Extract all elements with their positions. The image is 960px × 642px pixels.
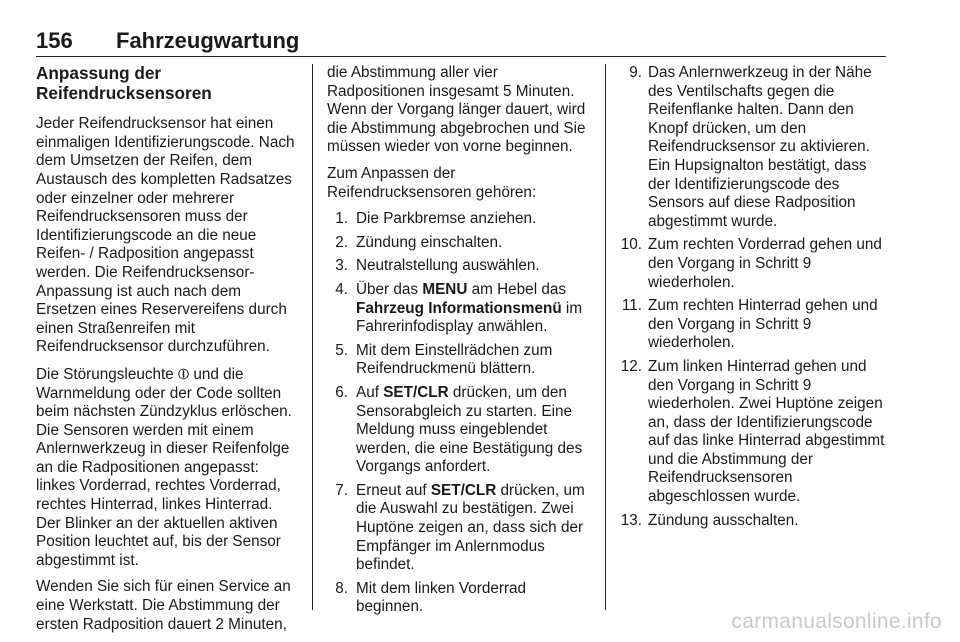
- step-number: 4.: [335, 280, 348, 298]
- list-item: [616, 64, 886, 231]
- step-number: 12.: [620, 357, 642, 375]
- paragraph-steps-intro: Zum Anpassen der Reifendrucksensoren gehören:: [327, 164, 537, 201]
- step-text: Erneut auf: [356, 481, 431, 499]
- paragraph-warning-end: und die Warnmeldung oder der Code sollten beim nächsten Zündzyklus erlöschen. Die Sensoren werden mit einem Anlernwerkzeug in dieser Reifenfolge an die Radpositionen angepasst: linkes Vorderrad, rechtes Vorderrad, rechtes Hinterrad, linkes Hinterrad. Der Blinker an der aktuellen aktiven Position leuchtet auf, bis der Sensor abgestimmt ist.: [36, 365, 292, 569]
- step-text: im Fahrerinfodisplay anwählen.: [356, 299, 583, 336]
- list-item: [330, 384, 591, 477]
- step-text: Die Parkbremse anziehen.: [356, 210, 537, 228]
- step-text: Zündung einschalten.: [356, 233, 503, 251]
- list-item: [330, 342, 591, 379]
- step-text: drücken, um die Auswahl zu bestätigen. Zwei Huptöne zeigen an, dass sich der Empfänger im Anlernmodus befindet.: [356, 481, 585, 574]
- column-1: [36, 64, 300, 642]
- steps-list-2: [616, 64, 886, 530]
- step-number: 13.: [620, 511, 642, 529]
- step-number: 6.: [335, 383, 348, 401]
- column-3: [616, 64, 886, 535]
- paragraph-warning-start: Die Störungsleuchte: [36, 365, 179, 383]
- step-number: 7.: [335, 481, 348, 499]
- column-divider-2: [605, 64, 606, 610]
- list-item: [616, 358, 886, 507]
- steps-list-1: [327, 210, 591, 617]
- step-text: Das Anlernwerkzeug in der Nähe des Ventilschafts gegen die Reifenflanke halten. Dann den Knopf drücken, um den Reifendrucksensor zu aktivieren. Ein Hupsignalton bestätigt, dass der Identifizierungscode des Sensors auf diese Radposition abgestimmt wurde.: [648, 64, 872, 230]
- paragraph-warning: [36, 365, 300, 571]
- list-item: [330, 257, 591, 276]
- paragraph-continued: die Abstimmung aller vier Radpositionen insgesamt 5 Minuten. Wenn der Vorgang länger dauert, wird die Abstimmung abgebrochen und Sie müssen wieder von vorne beginnen.: [327, 64, 586, 156]
- list-item: [330, 580, 591, 617]
- page-number: 156: [36, 28, 73, 53]
- list-item: [330, 210, 591, 229]
- vehicle-info-menu-label: Fahrzeug Informationsmenü: [356, 299, 562, 317]
- page-header: [36, 26, 886, 57]
- watermark-link[interactable]: carmanualsonline.info: [731, 610, 942, 633]
- list-item: [330, 234, 591, 253]
- step-number: 3.: [335, 257, 348, 275]
- step-number: 11.: [621, 297, 642, 315]
- step-text: drücken, um den Sensorabgleich zu starten. Eine Meldung muss eingeblendet werden, die eine Bestätigung des Vorgangs anfordert.: [356, 383, 583, 476]
- tire-pressure-warning-icon: ⦶: [178, 364, 190, 383]
- step-text: Mit dem Einstellrädchen zum Reifendruckmenü blättern.: [356, 341, 553, 378]
- menu-button-label: MENU: [422, 280, 468, 298]
- list-item: [616, 236, 886, 292]
- column-divider-1: [312, 64, 313, 610]
- paragraph-intro: Jeder Reifendrucksensor hat einen einmaligen Identifizierungscode. Nach dem Umsetzen der Reifen, dem Austausch des kompletten Radsatzes oder einzelner oder mehrerer Reifendrucksensoren muss der Identifizierungscode an die neue Reifen- / Radposition angepasst werden. Die Reifendrucksensor-Anpassung ist auch nach dem Ersetzen eines Reservereifens durch einen Straßenreifen mit Reifendrucksensor durchzuführen.: [36, 115, 295, 356]
- set-clr-button-label: SET/CLR: [383, 383, 449, 401]
- step-number: 10.: [620, 236, 642, 254]
- step-text: Auf: [356, 383, 384, 401]
- step-number: 1.: [335, 210, 348, 228]
- list-item: [616, 297, 886, 353]
- step-text: am Hebel das: [467, 280, 567, 298]
- set-clr-button-label: SET/CLR: [430, 481, 497, 499]
- step-text: Zum rechten Vorderrad gehen und den Vorgang in Schritt 9 wiederholen.: [648, 236, 882, 291]
- step-number: 2.: [335, 233, 348, 251]
- list-item: [616, 512, 886, 531]
- step-text: Zum linken Hinterrad gehen und den Vorgang in Schritt 9 wiederholen. Zwei Huptöne zeigen an, dass der Identifizierungscode auf das linke Hinterrad abgestimmt und die Abstimmung der Reifendrucksensoren abgeschlossen wurde.: [648, 357, 885, 506]
- subsection-heading: Anpassung der Reifendrucksensoren: [36, 63, 212, 103]
- list-item: [330, 281, 591, 337]
- step-text: Mit dem linken Vorderrad beginnen.: [356, 579, 527, 616]
- list-item: [330, 482, 591, 575]
- section-title: Fahrzeugwartung: [116, 28, 300, 53]
- step-number: 9.: [629, 64, 642, 81]
- step-text: Neutralstellung auswählen.: [356, 257, 540, 275]
- step-number: 5.: [335, 341, 348, 359]
- column-2: [327, 64, 591, 622]
- step-text: Über das: [356, 280, 423, 298]
- paragraph-service: Wenden Sie sich für einen Service an eine Werkstatt. Die Abstimmung der ersten Radposition dauert 2 Minuten,: [36, 578, 291, 633]
- step-text: Zündung ausschalten.: [648, 511, 799, 529]
- step-text: Zum rechten Hinterrad gehen und den Vorgang in Schritt 9 wiederholen.: [648, 297, 878, 352]
- step-number: 8.: [335, 579, 348, 597]
